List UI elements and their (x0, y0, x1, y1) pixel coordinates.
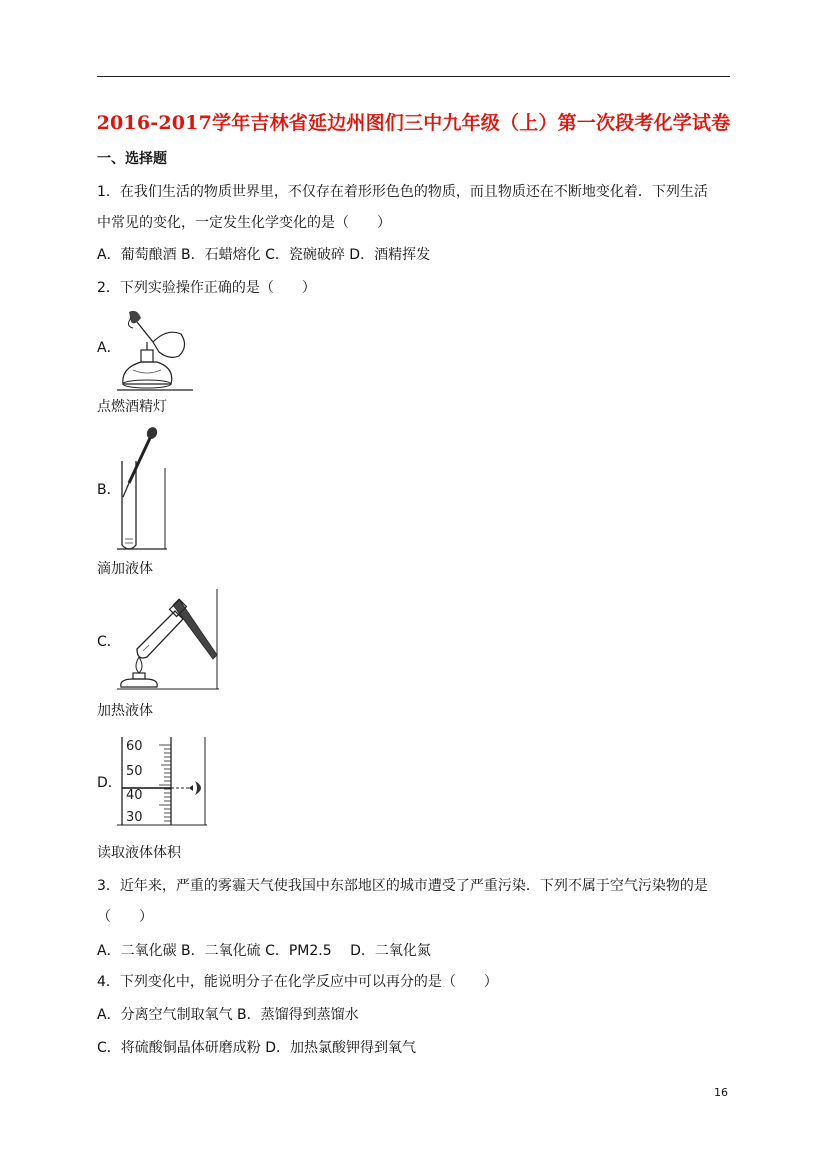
cylinder-tick-30: 30 (126, 810, 143, 825)
q4-stem: 4．下列变化中，能说明分子在化学反应中可以再分的是（ ） (97, 974, 498, 990)
q4-options-line1: A．分离空气制取氧气 B．蒸馏得到蒸馏水 (97, 1007, 359, 1023)
q2-option-c-caption: 加热液体 (97, 703, 153, 719)
heating-liquid-figure (117, 589, 219, 691)
section-heading: 一、选择题 (97, 151, 167, 167)
q1-stem-line2: 中常见的变化，一定发生化学变化的是（ ） (97, 215, 391, 231)
reading-cylinder-figure (117, 735, 207, 827)
q2-option-a-caption: 点燃酒精灯 (97, 399, 167, 415)
q2-stem: 2．下列实验操作正确的是（ ） (97, 280, 316, 296)
q3-stem-line1: 3．近年来，严重的雾霾天气使我国中东部地区的城市遭受了严重污染．下列不属于空气污染物的是 (97, 878, 708, 894)
q2-option-d-caption: 读取液体体积 (97, 845, 181, 861)
q2-option-b-letter: B． (97, 482, 121, 498)
q2-option-d-letter: D． (97, 775, 122, 791)
q3-stem-line2: （ ） (97, 909, 153, 925)
q2-option-b-caption: 滴加液体 (97, 561, 153, 577)
dropping-liquid-figure (117, 423, 167, 553)
q2-option-c-letter: C． (97, 634, 121, 650)
q3-options: A．二氧化碳 B．二氧化硫 C．PM2.5 D．二氧化氮 (97, 943, 431, 959)
cylinder-tick-60: 60 (126, 739, 143, 754)
cylinder-tick-40: 40 (126, 788, 143, 803)
cylinder-tick-50: 50 (126, 764, 143, 779)
q2-option-a-letter: A． (97, 340, 121, 356)
q4-options-line2: C．将硫酸铜晶体研磨成粉 D．加热氯酸钾得到氧气 (97, 1040, 417, 1056)
lighting-alcohol-lamp-figure (117, 306, 193, 392)
q1-options: A．葡萄酿酒 B．石蜡熔化 C．瓷碗破碎 D．酒精挥发 (97, 247, 431, 263)
page-number: 16 (714, 1086, 728, 1099)
q1-stem-line1: 1．在我们生活的物质世界里，不仅存在着形形色色的物质，而且物质还在不断地变化着．下列生活 (97, 184, 708, 200)
header-rule (97, 76, 730, 77)
page-title: 2016-2017学年吉林省延边州图们三中九年级（上）第一次段考化学试卷 (96, 112, 731, 134)
